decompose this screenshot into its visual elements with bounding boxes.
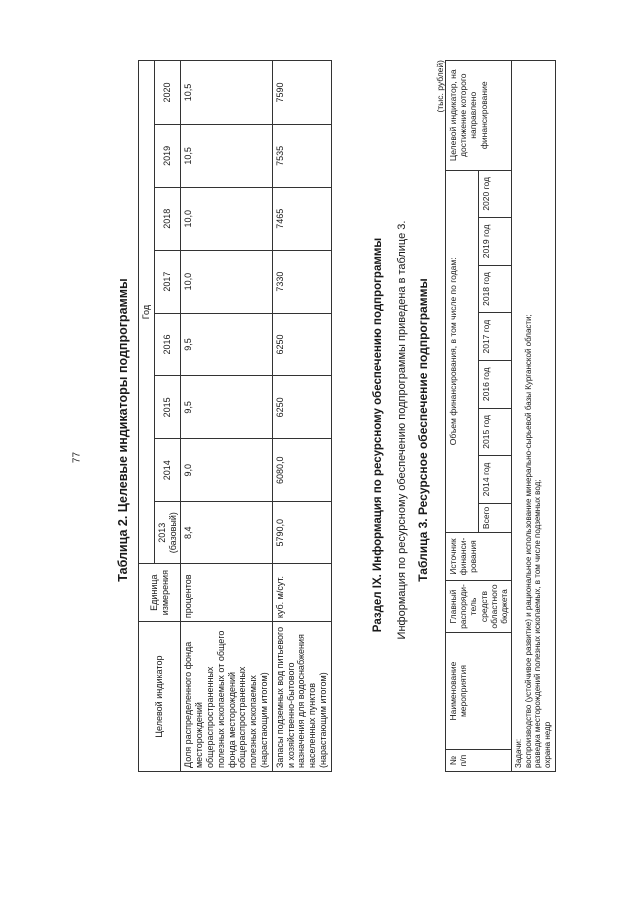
header-year: 2014 год — [479, 456, 512, 504]
table-row — [181, 61, 272, 772]
rotated-page-content — [110, 60, 550, 800]
indicator-value: 5790,0 — [272, 502, 331, 564]
task-item: охрана недр — [542, 721, 552, 768]
header-total: Всего — [479, 503, 512, 532]
tasks-cell — [512, 61, 555, 772]
indicator-value: 10,5 — [181, 61, 272, 125]
indicator-value: 7535 — [272, 124, 331, 187]
indicator-value: 10,0 — [181, 250, 272, 313]
indicator-unit: куб. м/сут. — [272, 564, 331, 622]
indicator-value: 9,5 — [181, 313, 272, 376]
header-year: 2014 — [154, 439, 181, 502]
indicator-value: 10,5 — [181, 124, 272, 187]
indicator-unit: процентов — [181, 564, 272, 622]
header-year: 2019 — [154, 124, 181, 187]
section-intro: Информация по ресурсному обеспечению подпрограммы приведена в таблице 3. — [396, 220, 408, 640]
tasks-label: Задачи: — [514, 738, 524, 768]
target-indicators-table — [138, 60, 332, 772]
header-num: № п/п — [446, 750, 512, 772]
header-unit: Единица измерения — [139, 564, 181, 622]
header-year: 2016 — [154, 313, 181, 376]
table2-title: Таблица 2. Целевые индикаторы подпрограммы — [116, 278, 130, 582]
indicator-value: 9,5 — [181, 376, 272, 439]
resource-provision-table — [445, 60, 556, 772]
table3-unit-note: (тыс. рублей) — [435, 60, 445, 113]
header-year: 2019 год — [479, 218, 512, 266]
indicator-value: 6080,0 — [272, 439, 331, 502]
indicator-value: 10,0 — [181, 187, 272, 250]
header-year: 2015 — [154, 376, 181, 439]
header-year-group: Год — [139, 61, 155, 564]
task-item: воспроизводство (устойчивое развитие) и рациональное использование минерально-сырьевой базы Курганской области; — [523, 314, 533, 768]
header-volume: Объем финансирования, в том числе по годам: — [446, 170, 479, 533]
header-year: 2015 год — [479, 408, 512, 456]
indicator-value: 7330 — [272, 250, 331, 313]
header-name: Наименование мероприятия — [446, 633, 512, 750]
header-year: 2016 год — [479, 360, 512, 408]
indicator-value: 6250 — [272, 376, 331, 439]
header-year: 2017 — [154, 250, 181, 313]
header-source: Источник финанси-рования — [446, 533, 512, 581]
header-year: 2018 — [154, 187, 181, 250]
indicator-name: Доля распределенного фонда месторождений общераспространенных полезных ископаемых от общего фонда месторождений общераспространенных полезных ископаемых (нарастающим итогом) — [181, 622, 272, 772]
indicator-name: Запасы подземных вод питьевого и хозяйственно-бытового назначения для водоснабжения населенных пунктов (нарастающим итогом) — [272, 622, 331, 772]
indicator-value: 9,0 — [181, 439, 272, 502]
indicator-value: 7465 — [272, 187, 331, 250]
task-item: разведка месторождений полезных ископаемых, в том числе подземных вод; — [533, 479, 543, 768]
section-title: Раздел IX. Информация по ресурсному обеспечению подпрограммы — [372, 237, 384, 633]
table-row — [512, 61, 555, 772]
header-year: 2017 год — [479, 313, 512, 361]
header-year: 2013 (базовый) — [154, 502, 181, 564]
header-year: 2018 год — [479, 265, 512, 313]
header-manager: Главный распоряди-тель средств областного бюджета — [446, 581, 512, 633]
header-target: Целевой индикатор, на достижение которого направлено финансирование — [446, 61, 512, 171]
page-number: 77 — [71, 451, 83, 464]
indicator-value: 8,4 — [181, 502, 272, 564]
header-year: 2020 — [154, 61, 181, 125]
table-row — [272, 61, 331, 772]
header-indicator: Целевой индикатор — [139, 622, 181, 772]
indicator-value: 7590 — [272, 61, 331, 125]
table3-title: Таблица 3. Ресурсное обеспечение подпрограммы — [416, 278, 430, 582]
indicator-value: 6250 — [272, 313, 331, 376]
header-year: 2020 год — [479, 170, 512, 218]
